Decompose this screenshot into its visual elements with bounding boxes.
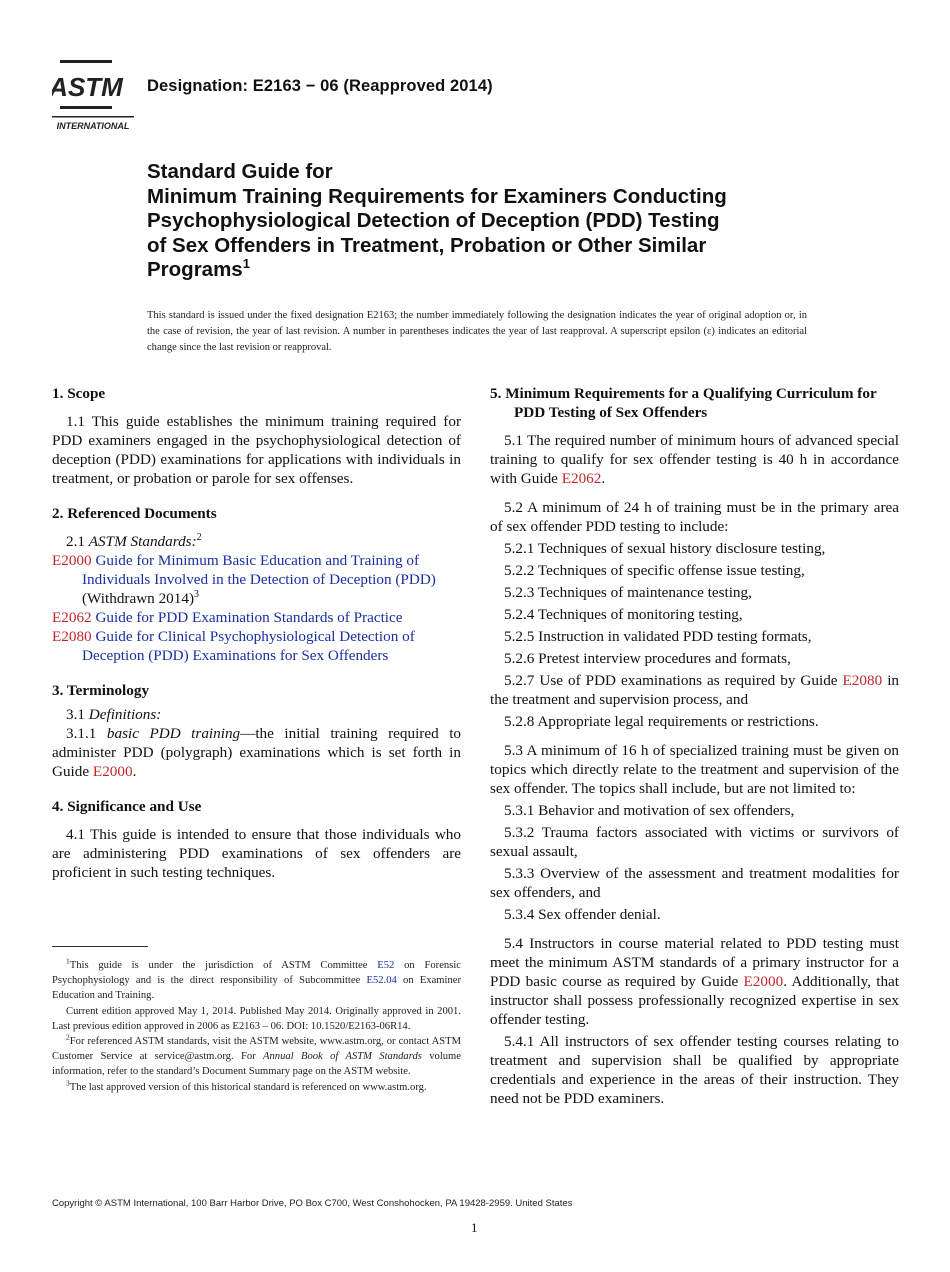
footnotes [52, 958, 461, 1095]
copyright-notice: Copyright © ASTM International, 100 Barr Harbor Drive, PO Box C700, West Conshohocken, PA 19428-2959. United States [52, 1198, 573, 1209]
logo-caption: INTERNATIONAL [56, 121, 130, 131]
page-number: 1 [471, 1220, 478, 1235]
para-5-2-3: 5.2.3 Techniques of maintenance testing, [504, 584, 752, 601]
astm-standards-label: ASTM Standards: [88, 533, 197, 550]
para-5-2-1: 5.2.1 Techniques of sexual history disclosure testing, [504, 540, 826, 557]
ref-title-e2000[interactable]: Guide for Minimum Basic Education and Training of Individuals Involved in the Detection of Deception (PDD) [82, 552, 436, 588]
logo-letters: ASTM [52, 72, 123, 102]
footnote-1-text-c: on Examiner Education and Training. [52, 975, 461, 1002]
right-column: 5. Minimum Requirements for a Qualifying Curriculum for PDD Testing of Sex Offenders 5.1 The required number of minimum hours of advanced special training to qualify for sex offender testing is 40 h in accordance with Guide E2062. 5.2 A minimum of 24 h of training must be in the primary area of sex offender PDD testing to include: 5.2.1 Techniques of sexual history disclosure testing, 5.2.2 Techniques of specific offense issue testing, 5.2.3 Techniques of maintenance testing, 5.2.4 Techniques of monitoring testing, 5.2.5 Instruction in validated PDD testing formats, 5.2.6 Pretest interview procedures and formats, 5.2.7 Use of PDD examinations as required by Guide E2080 in the treatment and supervision process, and 5.2.8 Appropriate legal requirements or restrictions. 5.3 A minimum of 16 h of specialized training must be given on topics which directly relate to the treatment and supervision of the sex offender. The topics shall include, but are not limited to: 5.3.1 Behavior and motivation of sex offenders, 5.3.2 Trauma factors associated with victims or survivors of sexual assault, 5.3.3 Overview of the assessment and treatment modalities for sex offenders, and 5.3.4 Sex offender denial. 5.4 Instructors in course material related to PDD testing must meet the minimum ASTM standards of a primary instructor for a PDD basic course as required by Guide E2000. Additionally, that instructor shall possess professionally recognized expertise in sex offender testing. 5.4.1 All instructors of sex offender testing courses relating to treatment and supervision shall be qualified by appropriate credentials and experience in the areas of their instruction. They need not be PDD examiners. [490, 385, 900, 1107]
link-e2080[interactable]: E2080 [842, 672, 883, 689]
document-title [147, 160, 867, 283]
footnote-2-mark: 2 [66, 1032, 70, 1042]
footnote-3 [52, 1080, 461, 1095]
footnote-1-text-a: This guide is under the jurisdiction of ASTM Committee [69, 960, 368, 971]
footnote-2 [52, 1034, 461, 1080]
footnote-ref-3: 3 [194, 588, 199, 600]
section-heading-scope: 1. Scope [52, 385, 106, 402]
para-1-1: 1.1 This guide establishes the minimum training required for PDD examiners engaged in the psychophysiological detection of deception (PDD) examinations for applications with individuals in treatment, or probation or parole for sex offenses. [52, 413, 461, 487]
para-5-2: 5.2 A minimum of 24 h of training must be in the primary area of sex offender PDD testing to include: [490, 499, 899, 535]
footnote-3-text: The last approved version of this historical standard is referenced on www.astm.org. [69, 1081, 427, 1093]
left-column: 1. Scope 1.1 This guide establishes the minimum training required for PDD examiners engaged in the psychophysiological detection of deception (PDD) examinations for applications with individuals in treatment, or probation or parole for sex offenses. 2. Referenced Documents 2.1 ASTM Standards:$^2$ E2000 Guide for Minimum Basic Education and Training of Individuals Involved in the Detection of Deception (PDD) (Withdrawn 2014)$^3$ E2062 Guide for PDD Examination Standards of Practice E2080 Guide for Clinical Psychophysiological Detection of Deception (PDD) Examinations for Sex Offenders 3. Terminology 3.1 Definitions: 3.1.1 basic PDD training—the initial training required to administer PDD (polygraph) examinations which is set forth in Guide E2000. 4. Significance and Use 4.1 This guide is intended to ensure that those individuals who are administering PDD examinations of sex offenders are proficient in such testing techniques. [52, 385, 462, 881]
para-3-1-1-text: —the initial training required to administer PDD (polygraph) examinations which is set forth in Guide [52, 725, 462, 780]
footnote-3-mark: 3 [66, 1078, 70, 1088]
footnote-1-text-b: on Forensic Psychophysiology and is the direct responsibility of Subcommittee [52, 960, 461, 987]
ref-link-e2000[interactable]: E2000 [52, 552, 92, 569]
link-e2062[interactable]: E2062 [561, 470, 602, 487]
footnote-ref-2: 2 [196, 531, 202, 543]
ref-item-e2080 [52, 627, 461, 665]
para-5-2-7-a: 5.2.7 Use of PDD examinations as required by Guide [504, 672, 838, 689]
title-footnote-mark: 1 [242, 256, 250, 272]
para-5-3: 5.3 A minimum of 16 h of specialized training must be given on topics which directly relate to the treatment and supervision of the sex offender. The topics shall include, but are not limited to: [490, 742, 899, 797]
section-heading-curriculum: 5. Minimum Requirements for a Qualifying Curriculum for PDD Testing of Sex Offenders [490, 385, 877, 421]
title-line-4: of Sex Offenders in Treatment, Probation or Other Similar [147, 233, 707, 257]
para-5-4-1: 5.4.1 All instructors of sex offender testing courses relating to treatment and supervision shall be qualified by appropriate credentials and experience in the areas of their instruction. They need not be PDD examiners. [490, 1033, 899, 1107]
para-5-2-8: 5.2.8 Appropriate legal requirements or restrictions. [504, 713, 819, 730]
ref-link-e2080[interactable]: E2080 [52, 628, 92, 645]
para-3-1-1-num: 3.1.1 [66, 725, 97, 742]
para-5-3-4: 5.3.4 Sex offender denial. [504, 906, 661, 923]
footnote-divider [52, 946, 148, 947]
section-heading-terminology: 3. Terminology [52, 682, 150, 699]
para-5-3-2: 5.3.2 Trauma factors associated with victims or survivors of sexual assault, [490, 824, 899, 860]
footnote-2-text-a: For referenced ASTM standards, visit the ASTM website, www.astm.org, or contact ASTM Customer Service at service@astm.org. For [52, 1036, 461, 1063]
preamble: This standard is issued under the fixed designation E2163; the number immediately following the designation indicates the year of original adoption or, in the case of revision, the year of last revision. A number in parentheses indicates the year of last reapproval. A superscript epsilon (ε) indicates an editorial change since the last revision or reapproval. [147, 310, 807, 353]
para-5-3-1: 5.3.1 Behavior and motivation of sex offenders, [504, 802, 795, 819]
section-heading-referenced-documents: 2. Referenced Documents [52, 505, 217, 522]
para-3-1-num: 3.1 [66, 706, 85, 723]
title-line-5: Programs [147, 258, 243, 281]
para-5-2-6: 5.2.6 Pretest interview procedures and formats, [504, 650, 791, 667]
ref-title-e2062[interactable]: Guide for PDD Examination Standards of Practice [95, 609, 403, 626]
astm-logo-mark [52, 58, 136, 134]
ref-item-e2000 [52, 551, 461, 608]
section-heading-significance: 4. Significance and Use [52, 798, 202, 815]
astm-logo [52, 58, 136, 134]
para-5-2-4: 5.2.4 Techniques of monitoring testing, [504, 606, 743, 623]
para-5-2-7-b: in the treatment and supervision process, and [490, 672, 900, 708]
ref-title-e2080[interactable]: Guide for Clinical Psychophysiological Detection of Deception (PDD) Examinations for Sex Offenders [82, 628, 415, 664]
footnote-2-text-b: volume information, refer to the standard’s Document Summary page on the ASTM website. [52, 1051, 461, 1078]
link-e2000-instructors[interactable]: E2000 [743, 973, 784, 990]
footnote-1-mark: 1 [66, 956, 70, 966]
ref-link-e2062[interactable]: E2062 [52, 609, 92, 626]
link-e52[interactable]: E52 [377, 960, 395, 971]
para-5-3-3: 5.3.3 Overview of the assessment and treatment modalities for sex offenders, and [490, 865, 899, 901]
term-basic-pdd-training: basic PDD training [106, 725, 241, 742]
para-5-2-2: 5.2.2 Techniques of specific offense issue testing, [504, 562, 805, 579]
ref-note-e2000: (Withdrawn 2014) [82, 590, 194, 607]
ref-item-e2062 [52, 608, 461, 627]
designation: Designation: E2163 − 06 (Reapproved 2014) [147, 77, 493, 95]
title-line-2: Minimum Training Requirements for Examiners Conducting [147, 184, 727, 208]
link-e2000-terminology[interactable]: E2000 [92, 763, 133, 780]
footnote-1 [52, 958, 461, 1004]
para-4-1: 4.1 This guide is intended to ensure that those individuals who are administering PDD examinations of sex offenders are proficient in such testing techniques. [52, 826, 461, 881]
para-5-1-text: 5.1 The required number of minimum hours of advanced special training to qualify for sex offender testing is 40 h in accordance with Guide [490, 432, 899, 487]
para-2-1-num: 2.1 [66, 533, 85, 550]
para-5-4-a: 5.4 Instructors in course material related to PDD testing must meet the minimum ASTM standards of a primary instructor for a PDD basic course as required by Guide [490, 935, 899, 990]
para-5-4-b: Additionally, that instructor shall possess professionally recognized expertise in sex offender testing. [490, 973, 900, 1028]
title-line-3: Psychophysiological Detection of Deception (PDD) Testing [147, 209, 720, 232]
footnote-1-edition: Current edition approved May 1, 2014. Published May 2014. Originally approved in 2001. Last previous edition approved in 2006 as E2163 – 06. DOI: 10.1520/E2163-06R14. [52, 1005, 461, 1032]
footnote-2-italic: Annual Book of ASTM Standards [263, 1051, 422, 1063]
link-e52-04[interactable]: E52.04 [366, 975, 397, 987]
definitions-label: Definitions: [88, 706, 162, 723]
para-5-2-5: 5.2.5 Instruction in validated PDD testing formats, [504, 628, 812, 645]
title-line-1: Standard Guide for [147, 160, 333, 183]
